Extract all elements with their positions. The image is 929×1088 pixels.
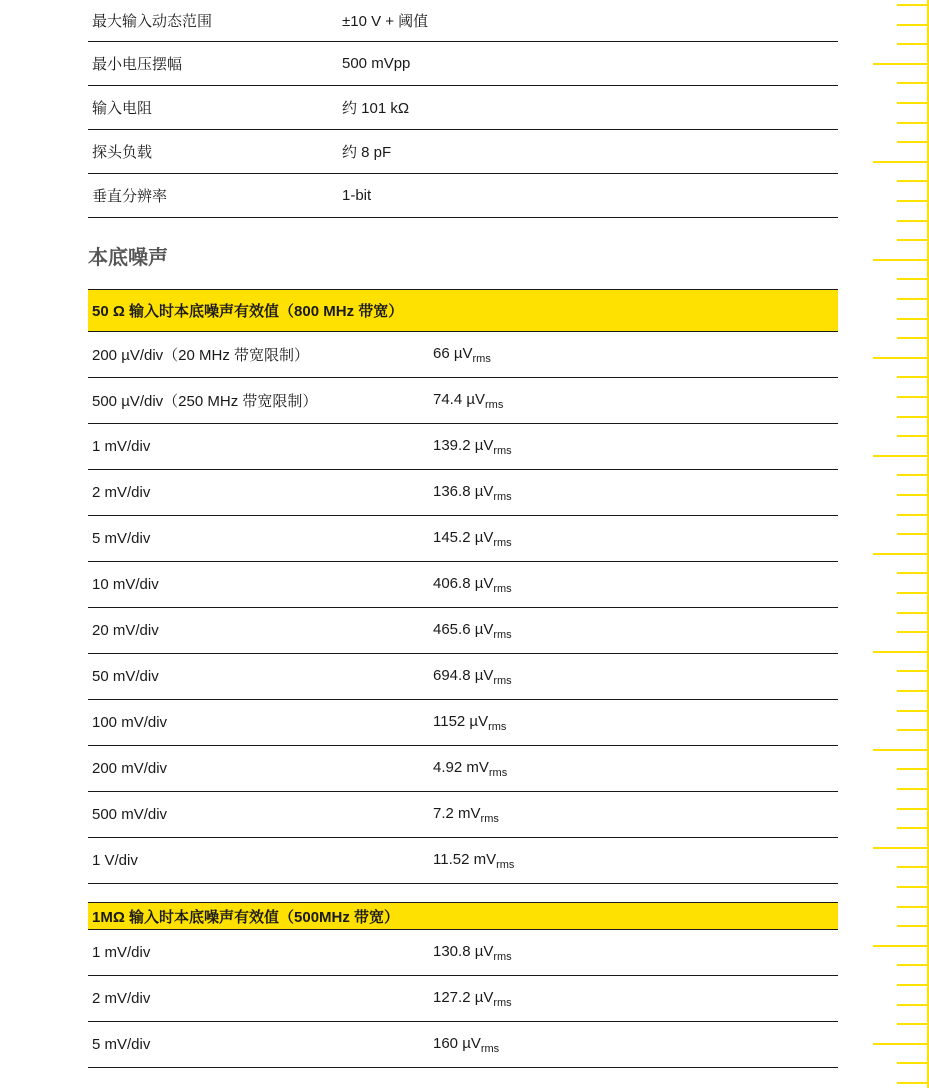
spec-row (88, 86, 838, 130)
table-row (88, 562, 838, 608)
ruler-tick (897, 376, 929, 378)
ruler-tick (897, 4, 929, 6)
spec-label: 探头负载 (92, 144, 153, 161)
row-value (433, 667, 838, 687)
table-row (88, 1022, 838, 1068)
noise-table-50ohm (88, 289, 838, 884)
table-row (88, 746, 838, 792)
ruler-tick (897, 82, 929, 84)
unit-subscript: rms (493, 628, 512, 641)
spec-document (88, 0, 838, 1068)
ruler-tick (897, 278, 929, 280)
row-label: 2 mV/div (92, 990, 151, 1007)
row-label: 10 mV/div (92, 576, 159, 593)
ruler-tick (897, 24, 929, 26)
ruler-tick (897, 533, 929, 535)
table-header: 50 Ω 输入时本底噪声有效值（800 MHz 带宽） (88, 289, 838, 332)
ruler-tick (873, 553, 929, 555)
ruler-tick (897, 631, 929, 633)
spec-table (88, 0, 838, 218)
table-row (88, 930, 838, 976)
unit-subscript: rms (488, 766, 508, 779)
row-value (433, 943, 838, 963)
spec-label: 输入电阻 (92, 100, 153, 117)
ruler-tick (873, 651, 929, 653)
ruler-tick (897, 768, 929, 770)
value-number: 127.2 µV (433, 988, 494, 1006)
ruler-tick (897, 1082, 929, 1084)
ruler-tick (897, 886, 929, 888)
row-label: 200 mV/div (92, 760, 168, 777)
table-row (88, 654, 838, 700)
row-label: 1 mV/div (92, 944, 151, 961)
value-number: 1152 µV (433, 712, 489, 730)
spec-label: 最小电压摆幅 (92, 56, 183, 73)
ruler-tick (897, 866, 929, 868)
unit-subscript: rms (485, 398, 504, 411)
row-label: 500 mV/div (92, 806, 168, 823)
ruler-tick (897, 984, 929, 986)
unit-subscript: rms (493, 950, 512, 963)
value-number: 66 µV (433, 344, 473, 362)
row-label: 2 mV/div (92, 484, 151, 501)
value-number: 11.52 mV (433, 850, 497, 868)
value-number: 74.4 µV (433, 390, 486, 408)
ruler-tick (897, 200, 929, 202)
unit-subscript: rms (493, 582, 512, 595)
row-label: 100 mV/div (92, 714, 168, 731)
table-row (88, 332, 838, 378)
row-label: 1 V/div (92, 852, 138, 869)
ruler-tick (897, 180, 929, 182)
value-number: 139.2 µV (433, 436, 494, 454)
spec-label: 垂直分辨率 (92, 188, 168, 205)
ruler-tick (897, 690, 929, 692)
table-row (88, 700, 838, 746)
unit-subscript: rms (472, 352, 491, 365)
ruler-tick (897, 572, 929, 574)
row-value (433, 805, 838, 825)
ruler-tick (873, 749, 929, 751)
value-number: 130.8 µV (433, 942, 494, 960)
row-value (433, 437, 838, 457)
ruler-tick (897, 494, 929, 496)
row-value (433, 851, 838, 871)
ruler-tick (897, 808, 929, 810)
unit-subscript: rms (496, 858, 515, 871)
table-row (88, 516, 838, 562)
ruler-tick (873, 63, 929, 65)
ruler-tick (897, 435, 929, 437)
ruler-tick (897, 416, 929, 418)
value-number: 4.92 mV (433, 758, 489, 776)
spec-value: 1-bit (342, 187, 372, 204)
value-number: 160 µV (433, 1034, 481, 1052)
ruler-tick (897, 396, 929, 398)
section-title: 本底噪声 (88, 247, 168, 269)
ruler-tick (897, 1023, 929, 1025)
ruler-tick (897, 1062, 929, 1064)
table-row (88, 838, 838, 884)
ruler-tick (897, 239, 929, 241)
spec-value: ±10 V + 阈值 (342, 13, 429, 30)
ruler-tick (897, 925, 929, 927)
row-value (433, 1035, 838, 1055)
ruler-tick (897, 102, 929, 104)
ruler-tick (897, 298, 929, 300)
ruler-tick (873, 945, 929, 947)
unit-subscript: rms (480, 812, 499, 825)
row-value (433, 391, 838, 411)
table-row (88, 976, 838, 1022)
ruler-tick (873, 357, 929, 359)
table-row (88, 470, 838, 516)
ruler-tick (873, 455, 929, 457)
ruler-tick (897, 474, 929, 476)
row-value (433, 575, 838, 595)
row-value (433, 713, 838, 733)
ruler-tick (897, 220, 929, 222)
value-number: 145.2 µV (433, 528, 494, 546)
ruler-tick (897, 906, 929, 908)
value-number: 465.6 µV (433, 620, 494, 638)
ruler-tick (873, 847, 929, 849)
table-row (88, 608, 838, 654)
value-number: 694.8 µV (433, 666, 494, 684)
ruler-tick (897, 729, 929, 731)
value-number: 7.2 mV (433, 804, 481, 822)
row-value (433, 483, 838, 503)
ruler-tick (873, 259, 929, 261)
spec-row (88, 130, 838, 174)
ruler-tick (897, 612, 929, 614)
ruler-tick (897, 710, 929, 712)
ruler-tick (897, 788, 929, 790)
row-label: 5 mV/div (92, 1036, 151, 1053)
spec-row (88, 0, 838, 42)
row-label: 5 mV/div (92, 530, 151, 547)
unit-subscript: rms (480, 1042, 500, 1055)
row-label: 50 mV/div (92, 668, 159, 685)
unit-subscript: rms (493, 444, 512, 457)
ruler-tick (897, 337, 929, 339)
spec-value: 约 8 pF (342, 144, 392, 161)
ruler-tick (897, 141, 929, 143)
unit-subscript: rms (493, 996, 512, 1009)
unit-subscript: rms (493, 490, 512, 503)
row-value (433, 759, 838, 779)
noise-table-1mohm (88, 902, 838, 1068)
row-value (433, 345, 838, 365)
spec-label: 最大输入动态范围 (92, 13, 213, 30)
ruler-tick (897, 122, 929, 124)
spec-value: 约 101 kΩ (342, 100, 410, 117)
value-number: 136.8 µV (433, 482, 494, 500)
row-label: 1 mV/div (92, 438, 151, 455)
spec-value: 500 mVpp (342, 55, 411, 72)
row-label: 20 mV/div (92, 622, 159, 639)
row-label: 200 µV/div（20 MHz 带宽限制） (92, 347, 310, 364)
row-value (433, 621, 838, 641)
ruler-tick (897, 827, 929, 829)
table-row (88, 378, 838, 424)
table-row (88, 792, 838, 838)
ruler-tick (897, 592, 929, 594)
unit-subscript: rms (493, 536, 512, 549)
spec-row (88, 174, 838, 218)
ruler-tick (873, 1043, 929, 1045)
ruler-tick (897, 43, 929, 45)
ruler-tick (873, 161, 929, 163)
row-label: 500 µV/div（250 MHz 带宽限制） (92, 393, 318, 410)
page-edge-ruler (873, 0, 929, 1088)
ruler-tick (897, 670, 929, 672)
unit-subscript: rms (488, 720, 507, 733)
unit-subscript: rms (493, 674, 512, 687)
ruler-tick (897, 514, 929, 516)
table-row (88, 424, 838, 470)
row-value (433, 529, 838, 549)
ruler-tick (897, 1004, 929, 1006)
spec-row (88, 42, 838, 86)
ruler-tick (897, 318, 929, 320)
row-value (433, 989, 838, 1009)
table-header: 1MΩ 输入时本底噪声有效值（500MHz 带宽） (88, 902, 838, 930)
ruler-tick (897, 964, 929, 966)
value-number: 406.8 µV (433, 574, 494, 592)
